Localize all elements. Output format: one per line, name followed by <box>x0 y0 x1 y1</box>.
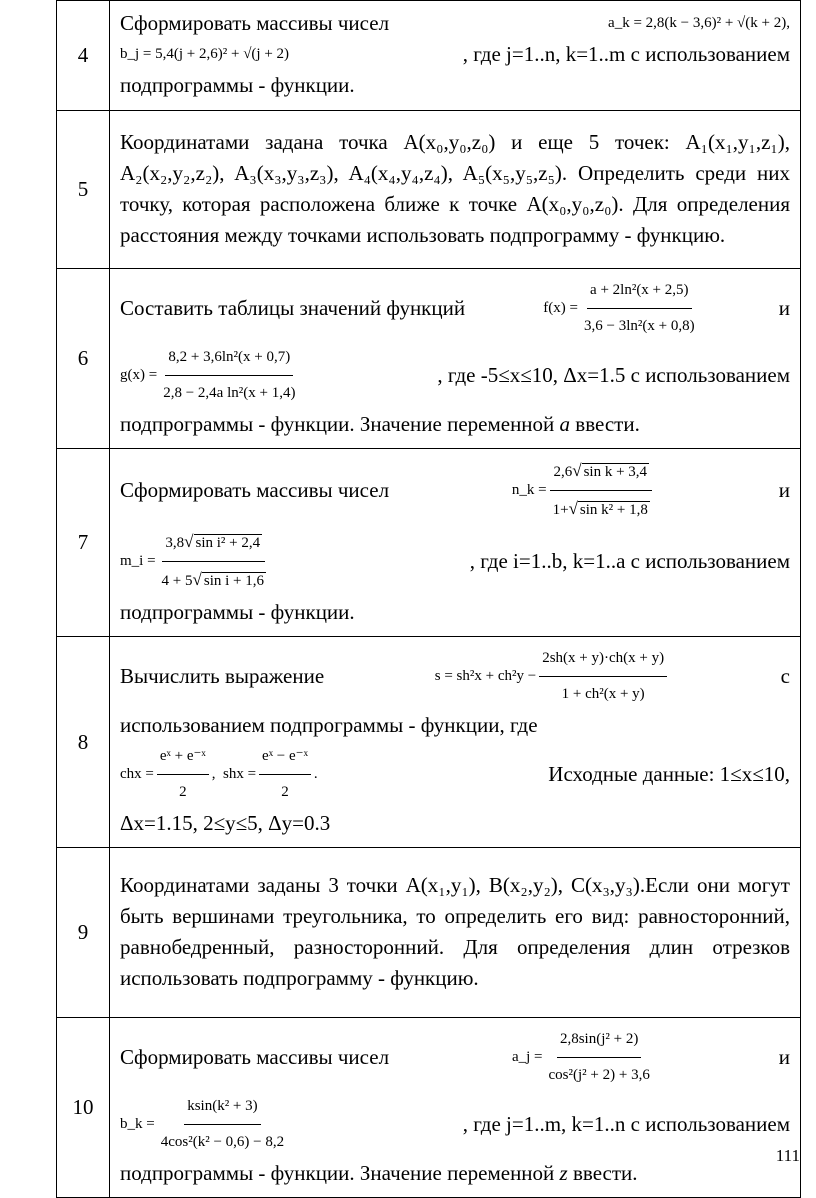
text: ввести. <box>570 412 640 436</box>
text: Сформировать массивы чисел <box>120 1045 390 1069</box>
text: Составить таблицы значений функций <box>120 296 466 320</box>
text: подпрограммы - функции. <box>120 73 355 97</box>
coefficient: 1+ <box>552 502 569 518</box>
task-number: 7 <box>57 449 110 637</box>
formula-chx: chx = $\frac{\text{eˣ + e⁻ˣ}}{2}$ , shx = $\frac{\text{eˣ − e⁻ˣ}}{2}$ . <box>120 741 318 808</box>
formula-lhs: b_k = <box>120 1116 155 1132</box>
task-row-9 <box>57 848 801 1018</box>
task-row-6 <box>57 269 801 449</box>
page-number: 111 <box>775 1146 800 1165</box>
numerator <box>162 526 265 562</box>
formula-lhs: chx = <box>120 766 154 782</box>
task-text: Координатами заданы 3 точки A(x₁,y₁), B(x₂,y₂), C(x₃,y₃).Если они могут быть вершинами треугольника, то определить его вид: равносторонний, равнобедренный, разносторонний. Для определения длин отрезков использовать подпрограмму - функцию. <box>110 848 801 1018</box>
variable: a <box>559 412 571 436</box>
task-number: 10 <box>57 1018 110 1198</box>
task-text <box>110 637 801 848</box>
denominator: 2 <box>281 784 289 800</box>
formula-a-k: a_k = 2,8(k − 3,6)² + √(k + 2), <box>608 15 790 31</box>
text: Сформировать массивы чисел <box>120 11 390 35</box>
numerator: 2sh(x + y)·ch(x + y) <box>539 643 667 677</box>
numerator: 8,2 + 3,6ln²(x + 0,7) <box>165 342 293 376</box>
fraction <box>160 342 298 409</box>
denominator: 1 + ch²(x + y) <box>561 686 645 702</box>
text: подпрограммы - функции. Значение переменной <box>120 1161 560 1185</box>
denominator: 4cos²(k² − 0,6) − 8,2 <box>160 1134 285 1150</box>
text: Сформировать массивы чисел <box>120 478 390 502</box>
task-row-4 <box>57 1 801 111</box>
text: , где j=1..m, k=1..n с использованием <box>462 1112 790 1136</box>
radicand: sin i + 1,6 <box>203 573 264 589</box>
denominator: 2 <box>179 784 187 800</box>
task-number: 6 <box>57 269 110 449</box>
numerator: 2,8sin(j² + 2) <box>557 1024 641 1058</box>
text: и <box>778 1045 790 1069</box>
text-line <box>120 409 790 440</box>
formula-lhs: g(x) = <box>120 367 158 383</box>
task-text <box>110 1 801 111</box>
formula-m-i <box>120 526 272 597</box>
formula-a-j <box>512 1024 656 1091</box>
task-text <box>110 269 801 449</box>
formula-lhs: m_i = <box>120 553 156 569</box>
radicand: sin k² + 1,8 <box>579 502 648 518</box>
formula-lhs: a_j = <box>511 1049 543 1065</box>
sqrt-icon: √ <box>568 499 578 518</box>
task-text: Координатами задана точка A(x₀,y₀,z₀) и еще 5 точек: A₁(x₁,y₁,z₁), A₂(x₂,y₂,z₂), A₃(x₃,y₃,z₃), A₄(x₄,y₄,z₄), A₅(x₅,y₅,z₅). Определить среди них точку, которая расположена ближе к точке A(x₀,y₀,z₀). Для определения расстояния между точками использовать подпрограмму - функцию. <box>110 111 801 269</box>
numerator: eˣ + e⁻ˣ <box>157 741 209 775</box>
text: Исходные данные: 1≤x≤10, <box>548 762 790 786</box>
sqrt-icon: √ <box>572 461 582 480</box>
task-row-8 <box>57 637 801 848</box>
radicand: sin i² + 2,4 <box>195 535 261 551</box>
fraction <box>259 741 311 808</box>
task-number: 8 <box>57 637 110 848</box>
text: Вычислить выражение <box>120 664 325 688</box>
task-number: 4 <box>57 1 110 111</box>
denominator: cos²(j² + 2) + 3,6 <box>548 1067 650 1083</box>
sqrt-icon: √ <box>184 532 194 551</box>
denominator <box>159 562 269 597</box>
fraction <box>581 275 698 342</box>
formula-b-k <box>120 1091 290 1158</box>
numerator: a + 2ln²(x + 2,5) <box>587 275 691 309</box>
coefficient: 4 + 5 <box>161 573 193 589</box>
fraction <box>546 1024 653 1091</box>
fraction <box>159 526 269 597</box>
task-number: 9 <box>57 848 110 1018</box>
task-row-10 <box>57 1018 801 1198</box>
fraction <box>157 741 209 808</box>
formula-lhs: f(x) = <box>543 300 578 316</box>
formula-b-j: b_j = 5,4(j + 2,6)² + √(j + 2) <box>120 46 290 62</box>
formula-lhs: shx = <box>223 766 257 782</box>
text: подпрограммы - функции. Значение переменной <box>120 412 560 436</box>
sqrt-icon: √ <box>192 570 202 589</box>
formula-g <box>120 342 301 409</box>
fraction <box>158 1091 287 1158</box>
fraction <box>539 643 667 710</box>
text: , где -5≤x≤10, Δx=1.5 с использованием <box>437 363 790 387</box>
text: Δx=1.15, 2≤y≤5, Δy=0.3 <box>120 811 331 835</box>
text: и <box>778 296 790 320</box>
task-text <box>110 1018 801 1198</box>
formula-f <box>543 275 700 342</box>
formula-lhs: n_k = <box>511 482 547 498</box>
numerator: ksin(k² + 3) <box>184 1091 260 1125</box>
text: , где j=1..n, k=1..m с использованием <box>462 42 790 66</box>
coefficient: 2,6 <box>553 464 573 480</box>
variable: z <box>559 1161 568 1185</box>
text: использованием подпрограммы - функции, где <box>120 713 538 737</box>
tasks-table <box>56 0 801 1198</box>
denominator: 3,6 − 3ln²(x + 0,8) <box>583 318 695 334</box>
coefficient: 3,8 <box>165 535 185 551</box>
task-text <box>110 449 801 637</box>
formula-n-k <box>512 455 656 526</box>
task-row-5 <box>57 111 801 269</box>
radicand: sin k + 3,4 <box>583 464 648 480</box>
text: с <box>780 664 790 688</box>
formula-s <box>435 643 670 710</box>
task-number: 5 <box>57 111 110 269</box>
text: , где i=1..b, k=1..a с использованием <box>469 549 790 573</box>
denominator <box>550 491 653 526</box>
task-row-7 <box>57 449 801 637</box>
text: ввести. <box>567 1161 638 1185</box>
text: и <box>778 478 790 502</box>
denominator: 2,8 − 2,4a ln²(x + 1,4) <box>163 385 296 401</box>
numerator: eˣ − e⁻ˣ <box>259 741 311 775</box>
numerator <box>550 455 652 491</box>
text: подпрограммы - функции. <box>120 600 355 624</box>
fraction <box>550 455 653 526</box>
formula-lhs: s = sh²x + ch²y − <box>434 668 537 684</box>
